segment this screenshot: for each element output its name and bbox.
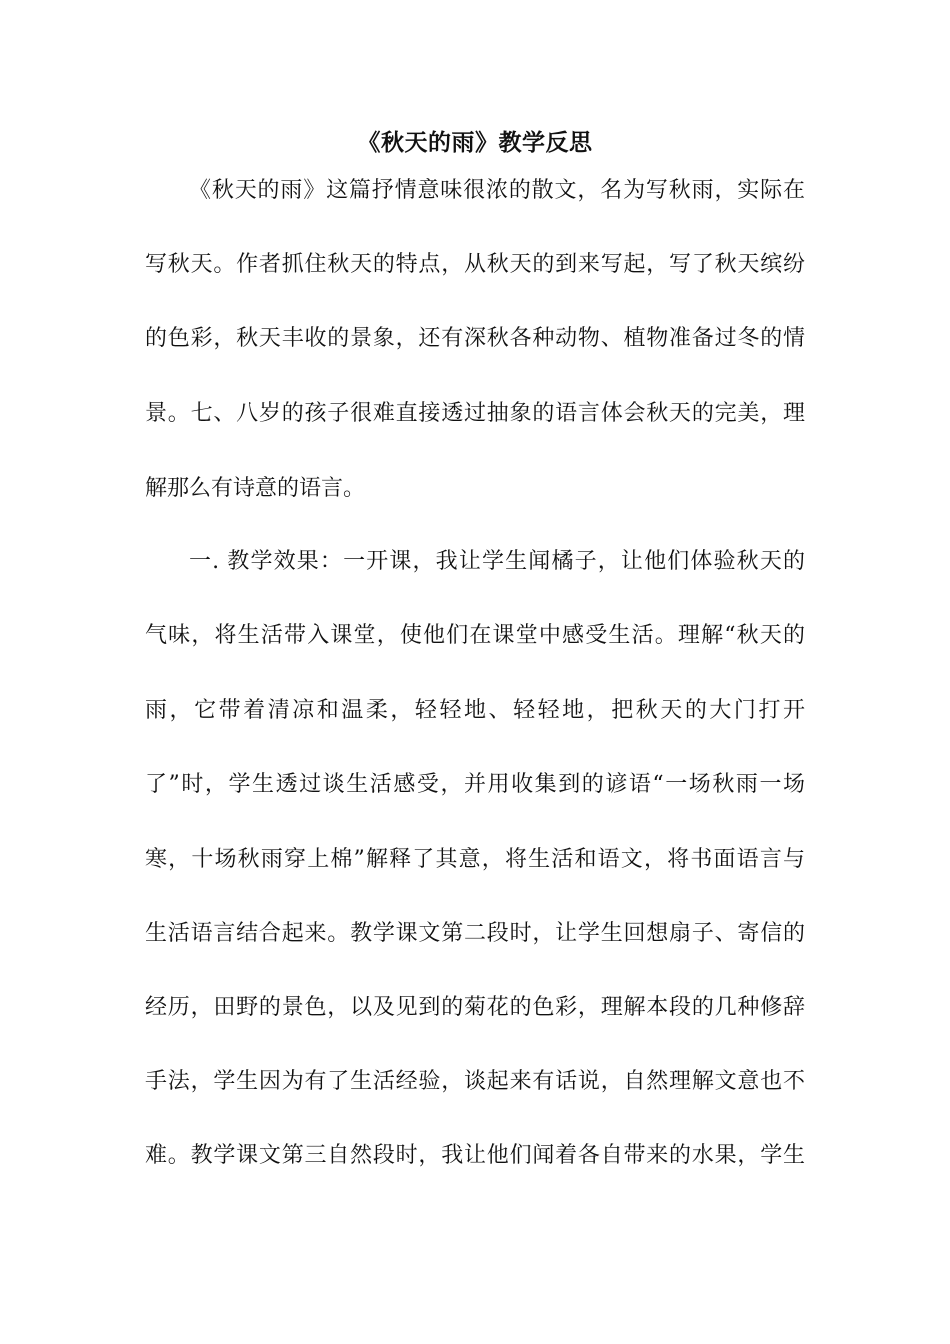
page-title: 《秋天的雨》教学反思 <box>357 130 593 156</box>
paragraph-2-line-6: 生活语言结合起来。教学课文第二段时，让学生回想扇子、寄信的 <box>145 921 805 946</box>
paragraph-2-line-3: 雨，它带着清凉和温柔，轻轻地、轻轻地，把秋天的大门打开 <box>145 698 805 723</box>
paragraph-2-line-5: 寒，十场秋雨穿上棉”解释了其意，将生活和语文，将书面语言与 <box>145 847 805 872</box>
paragraph-1-line-2: 写秋天。作者抓住秋天的特点，从秋天的到来写起，写了秋天缤纷 <box>145 252 805 277</box>
paragraph-2-line-1: 一. 教学效果：一开课，我让学生闻橘子，让他们体验秋天的 <box>189 549 805 574</box>
paragraph-1-line-4: 景。七、八岁的孩子很难直接透过抽象的语言体会秋天的完美，理 <box>145 401 805 426</box>
paragraph-2-line-7: 经历，田野的景色，以及见到的菊花的色彩，理解本段的几种修辞 <box>145 995 805 1020</box>
paragraph-1-line-5: 解那么有诗意的语言。 <box>145 476 366 501</box>
paragraph-1-line-3: 的色彩，秋天丰收的景象，还有深秋各种动物、植物准备过冬的情 <box>145 326 805 351</box>
paragraph-2-line-2: 气味，将生活带入课堂，使他们在课堂中感受生活。理解“秋天的 <box>145 623 805 648</box>
paragraph-2-line-9: 难。教学课文第三自然段时，我让他们闻着各自带来的水果，学生 <box>145 1143 805 1168</box>
paragraph-2-line-4: 了”时，学生透过谈生活感受，并用收集到的谚语“一场秋雨一场 <box>145 772 805 797</box>
paragraph-2-line-8: 手法，学生因为有了生活经验，谈起来有话说，自然理解文意也不 <box>145 1069 805 1094</box>
paragraph-1-line-1: 《秋天的雨》这篇抒情意味很浓的散文，名为写秋雨，实际在 <box>189 178 805 203</box>
